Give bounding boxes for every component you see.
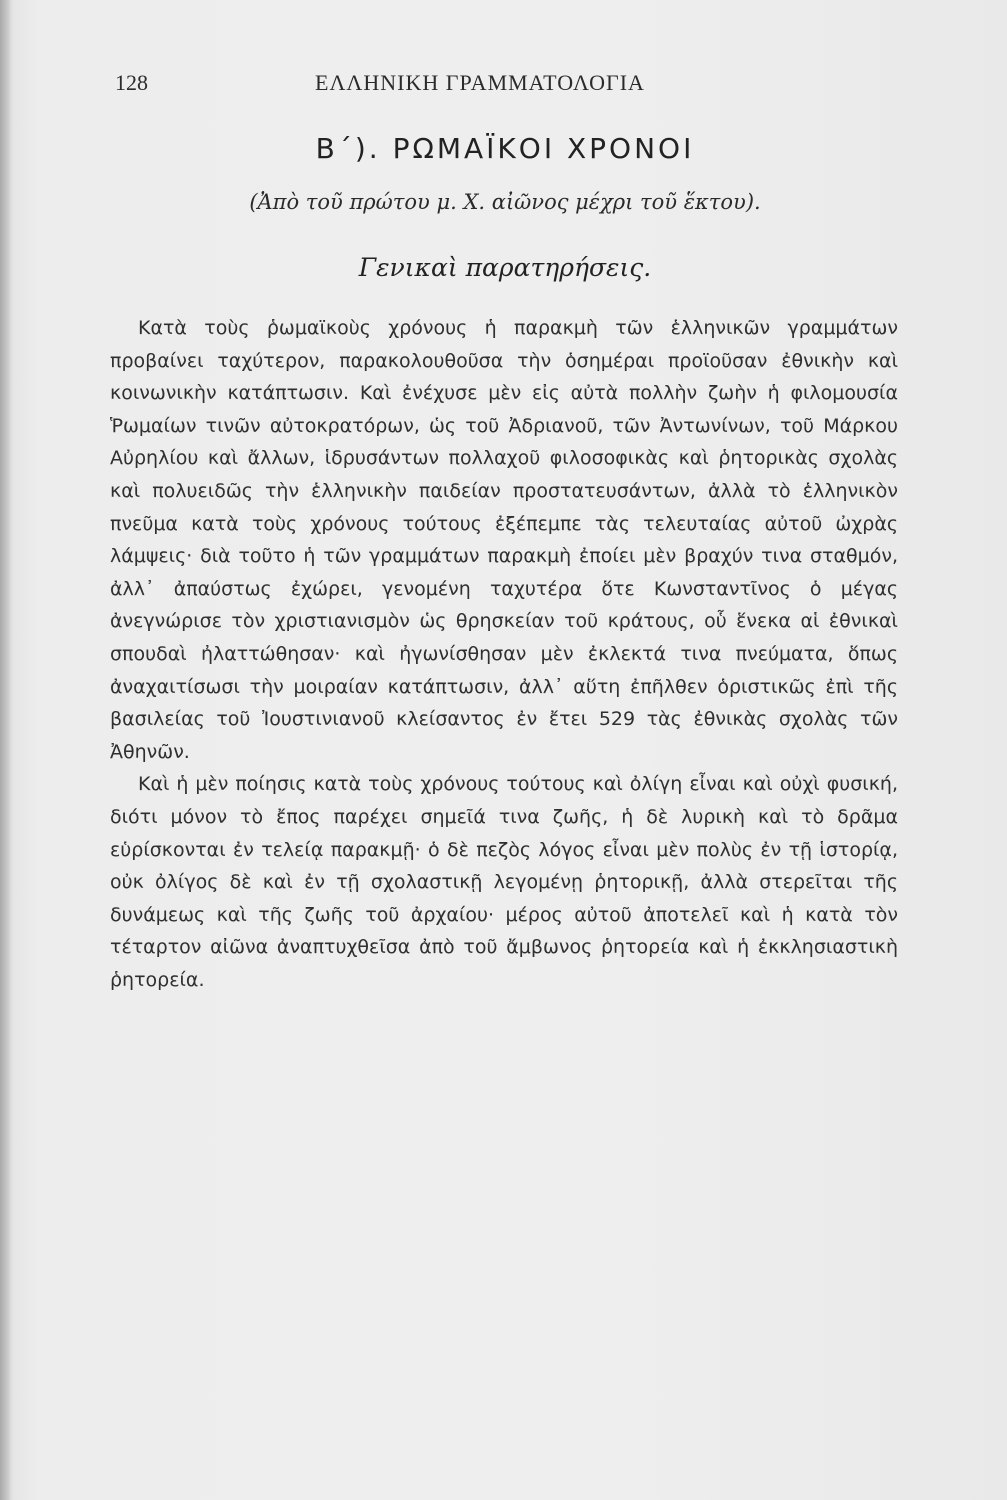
page-number: 128 bbox=[115, 70, 148, 95]
page-binding-edge bbox=[0, 0, 10, 1500]
paragraph-1: Κατὰ τοὺς ῥωμαϊκοὺς χρόνους ἡ παρακμὴ τῶν ἑλληνικῶν γραμμάτων προβαίνει ταχύτερον, παρακολουθοῦσα τὴν ὁσημέραι προϊοῦσαν ἐθνικὴν καὶ κοινωνικὴν κατάπτωσιν. Καὶ ἐνέχυσε μὲν εἰς αὐτὰ πολλὴν ζωὴν ἡ φιλομουσία Ῥωμαίων τινῶν αὐτοκρατόρων, ὡς τοῦ Ἀδριανοῦ, τῶν Ἀντωνίνων, τοῦ Μάρκου Αὐρηλίου καὶ ἄλλων, ἱδρυσάντων πολλαχοῦ φιλοσοφικὰς καὶ ῥητορικὰς σχολὰς καὶ πολυειδῶς τὴν ἑλληνικὴν παιδείαν προστατευσάντων, ἀλλὰ τὸ ἑλληνικὸν πνεῦμα κατὰ τοὺς χρόνους τούτους ἐξέπεμπε τὰς τελευταίας αὐτοῦ ὠχρὰς λάμψεις· διὰ τοῦτο ἡ τῶν γραμμάτων παρακμὴ ἐποίει μὲν βραχύν τινα σταθμόν, ἀλλ᾿ ἀπαύστως ἐχώρει, γενομένη ταχυτέρα ὅτε Κωνσταντῖνος ὁ μέγας ἀνεγνώρισε τὸν χριστιανισμὸν ὡς θρησκείαν τοῦ κράτους, οὗ ἕνεκα αἱ ἐθνικαὶ σπουδαὶ ἠλαττώθησαν· καὶ ἠγωνίσθησαν μὲν ἐκλεκτά τινα πνεύματα, ὅπως ἀναχαιτίσωσι τὴν μοιραίαν κατάπτωσιν, ἀλλ᾿ αὕτη ἐπῆλθεν ὁριστικῶς ἐπὶ τῆς βασιλείας τοῦ Ἰουστινιανοῦ κλείσαντος ἐν ἔτει 529 τὰς ἐθνικὰς σχολὰς τῶν Ἀθηνῶν. bbox=[110, 317, 898, 763]
running-head: ΕΛΛΗΝΙΚΗ ΓΡΑΜΜΑΤΟΛΟΓΙΑ bbox=[315, 70, 645, 95]
page-header bbox=[115, 64, 895, 104]
section-title: Β΄). ΡΩΜΑΪΚΟΙ ΧΡΟΝΟΙ bbox=[315, 132, 695, 165]
paragraph-2: Καὶ ἡ μὲν ποίησις κατὰ τοὺς χρόνους τούτους καὶ ὀλίγη εἶναι καὶ οὐχὶ φυσική, διότι μόνον τὸ ἔπος παρέχει σημεῖά τινα ζωῆς, ἡ δὲ λυρικὴ καὶ τὸ δρᾶμα εὑρίσκονται ἐν τελείᾳ παρακμῇ· ὁ δὲ πεζὸς λόγος εἶναι μὲν πολὺς ἐν τῇ ἱστορίᾳ, οὐκ ὀλίγος δὲ καὶ ἐν τῇ σχολαστικῇ λεγομένῃ ῥητορικῇ, ἀλλὰ στερεῖται τῆς δυνάμεως καὶ τῆς ζωῆς τοῦ ἀρχαίου· μέρος αὐτοῦ ἀποτελεῖ καὶ ἡ κατὰ τὸν τέταρτον αἰῶνα ἀναπτυχθεῖσα ἀπὸ τοῦ ἄμβωνος ῥητορεία καὶ ἡ ἐκκλησιαστικὴ ῥητορεία. bbox=[110, 773, 898, 991]
section-heading: Γενικαὶ παρατηρήσεις. bbox=[358, 253, 652, 282]
body-text bbox=[110, 312, 898, 996]
section-subtitle: (Ἀπὸ τοῦ πρώτου μ. Χ. αἰῶνος μέχρι τοῦ ἕκτου). bbox=[249, 190, 761, 214]
